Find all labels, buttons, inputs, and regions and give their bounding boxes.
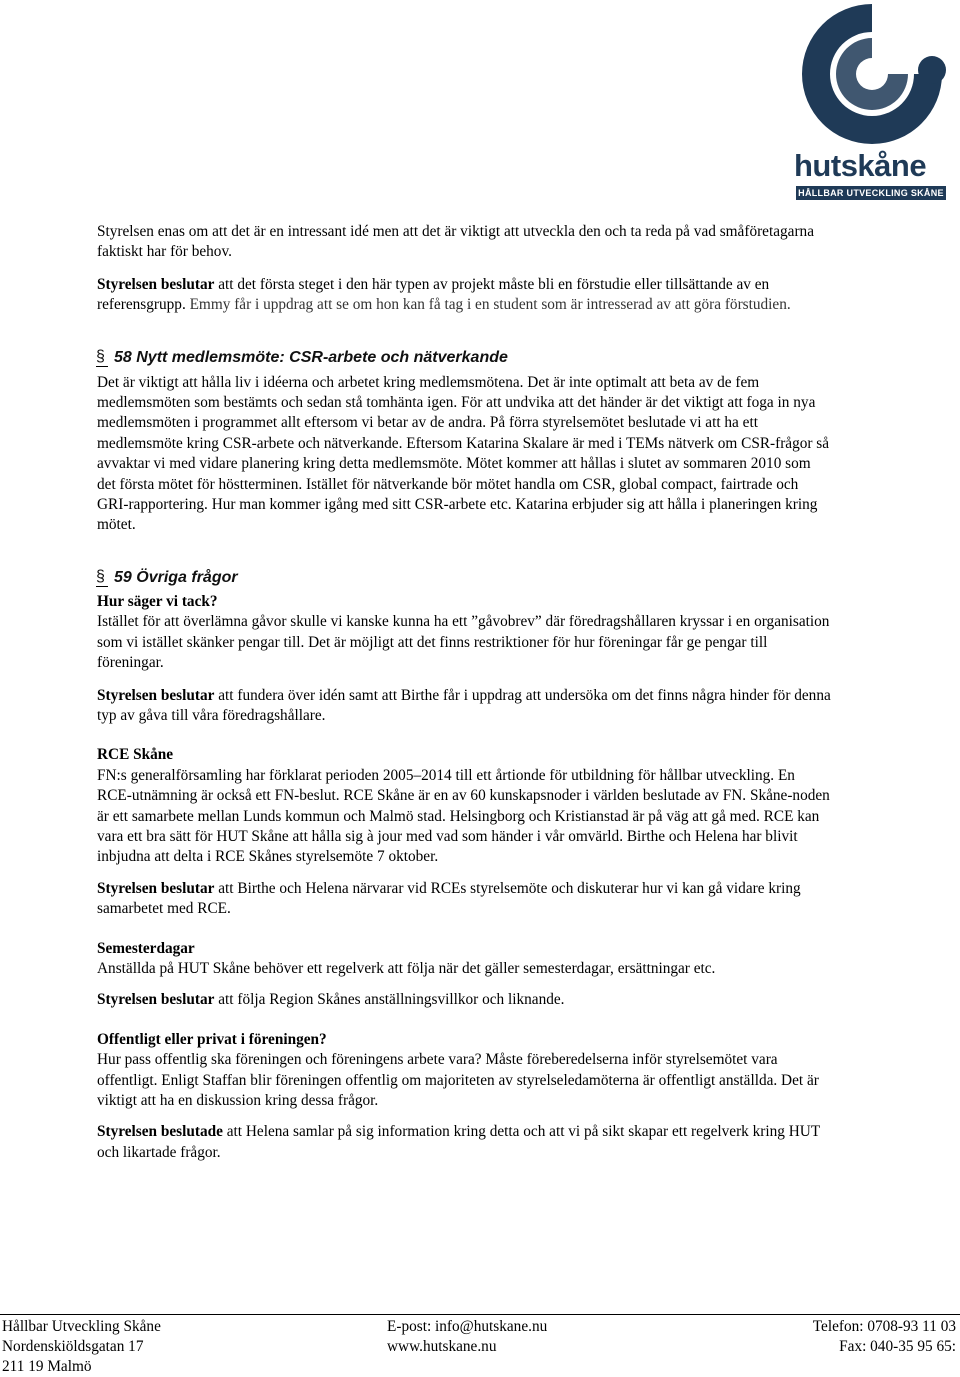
decision-text: att fundera över idén samt att Birthe får i uppdrag att undersöka om det finns några hinder för denna typ av gåva till våra föredragshållare. bbox=[97, 686, 831, 724]
rce-title: RCE Skåne bbox=[97, 746, 174, 764]
paragraph-sign-icon: § bbox=[96, 566, 105, 588]
hutskane-logo bbox=[792, 0, 952, 205]
vacation-decision bbox=[97, 990, 832, 1010]
decision-text: att följa Region Skånes anställningsvillkor och liknande. bbox=[214, 991, 565, 1009]
logo-wordmark: hutskåne bbox=[794, 148, 927, 183]
decision-text: att Helena samlar på sig information kring detta och att vi på sikt skapar ett regelverk kring HUT och likartade frågor. bbox=[97, 1123, 820, 1161]
decision-text-2: Emmy får i uppdrag att se om hon kan få tag i en student som är intresserad av att göra förstudien. bbox=[185, 296, 791, 314]
section-58-heading bbox=[97, 346, 832, 370]
decision-label: Styrelsen beslutade bbox=[97, 1123, 223, 1141]
decision-label: Styrelsen beslutar bbox=[97, 686, 215, 704]
footer-phone-block bbox=[813, 1317, 956, 1357]
footer-street: Nordenskiöldsgatan 17 bbox=[2, 1338, 144, 1355]
footer-address bbox=[2, 1317, 161, 1377]
thanks-title: Hur säger vi tack? bbox=[97, 592, 218, 610]
section-58-body: Det är viktigt att hålla liv i idéerna och arbetet kring medlemsmötena. Det är inte optimalt att beta av de fem medlemsmöten som bestämts och sedan stå tomhänta igen. För att undvika att det händer är det viktigt att foga in nya medlemsmöten i programmet allt eftersom vi betar av de andra. På förra styrelsemötet beslutade vi att ha ett medlemsmöte kring CSR-arbete och nätverkande. Eftersom Katarina Skalare är med i TEMs nätverk om CSR-frågor så avvaktar vi med vidare planering kring detta medlemsmöte. Mötet kommer att hållas i slutet av sommaren 2010 som det första mötet för höstterminen. Istället för nätverkande bör mötet handla om CSR, global compact, fairtrade och GRI-rapportering. Hur man kommer igång med sitt CSR-arbete etc. Katarina erbjuder sig att hålla i planeringen kring mötet. bbox=[97, 373, 830, 534]
decision-text: att det första steget i den här typen av projekt måste bli en förstudie eller tillsättande av en referensgrupp. bbox=[97, 275, 770, 314]
footer-contact bbox=[387, 1317, 547, 1357]
section-58-title: 58 Nytt medlemsmöte: CSR-arbete och nätverkande bbox=[114, 348, 508, 366]
section-59-title: 59 Övriga frågor bbox=[114, 568, 238, 586]
logo-tagline: HÅLLBAR UTVECKLING SKÅNE bbox=[796, 186, 946, 200]
paragraph-decision-study bbox=[97, 275, 832, 316]
thanks-decision bbox=[97, 686, 832, 727]
footer-divider bbox=[0, 1314, 960, 1315]
paragraph-sign-icon: § bbox=[96, 346, 105, 368]
decision-label: Styrelsen beslutar bbox=[97, 275, 215, 293]
rce-decision bbox=[97, 879, 832, 920]
decision-label: Styrelsen beslutar bbox=[97, 991, 215, 1009]
footer-web[interactable]: www.hutskane.nu bbox=[387, 1338, 497, 1355]
public-body: Hur pass offentlig ska föreningen och föreningens arbete vara? Måste föreberedelserna inför styrelsemötet vara offentligt. Enligt Staffan blir föreningen offentlig om majoriteten av styrelseledamöterna är offentligt anställda. Det är viktigt att ha en diskussion kring dessa frågor. bbox=[97, 1051, 819, 1109]
decision-text: att Birthe och Helena närvarar vid RCEs styrelsemöte och diskuterar hur vi kan gå vidare kring samarbetet med RCE. bbox=[97, 879, 801, 918]
rce-body: FN:s generalförsamling har förklarat perioden 2005–2014 till ett årtionde för utbildning för hållbar utveckling. En RCE-utnämning är också ett FN-beslut. RCE Skåne är en av 60 kunskapsnoder i världen beslutade av FN. Skåne-noden är ett samarbete mellan Lunds kommun och Malmö stad. Helsingborg och Kristianstad är på väg att gå med. RCE kan vara ett bra sätt för HUT Skåne att hålla sig à jour med vad som händer i vår omvärld. Birthe och Helena har blivit inbjudna att delta i RCE Skånes styrelsemöte 7 oktober. bbox=[97, 766, 830, 866]
logo-mark-icon bbox=[792, 0, 952, 150]
vacation-body: Anställda på HUT Skåne behöver ett regelverk att följa när det gäller semesterdagar, ersättningar etc. bbox=[97, 959, 716, 977]
document-body bbox=[97, 222, 832, 1163]
thanks-body: Istället för att överlämna gåvor skulle vi kanske kunna ha ett ”gåvobrev” där föredragshållaren kryssar i en organisation som vi istället skänker pengar till. Det är möjligt att det finns restriktioner för hur föreningar får ge pengar till föreningar. bbox=[97, 613, 830, 672]
footer-email[interactable]: E-post: info@hutskane.nu bbox=[387, 1318, 548, 1335]
footer-org: Hållbar Utveckling Skåne bbox=[2, 1318, 161, 1335]
vacation-title: Semesterdagar bbox=[97, 939, 195, 957]
footer-city: 211 19 Malmö bbox=[2, 1358, 92, 1375]
footer-phone: Telefon: 0708-93 11 03 bbox=[812, 1318, 956, 1335]
section-59-heading bbox=[97, 566, 832, 590]
public-decision bbox=[97, 1122, 832, 1163]
public-title: Offentligt eller privat i föreningen? bbox=[97, 1030, 327, 1048]
footer-fax: Fax: 040-35 95 65: bbox=[839, 1338, 956, 1355]
paragraph-intro: Styrelsen enas om att det är en intressant idé men att det är viktigt att utveckla den och ta reda på vad småföretagarna faktiskt har för behov. bbox=[97, 223, 814, 261]
decision-label: Styrelsen beslutar bbox=[97, 879, 215, 897]
